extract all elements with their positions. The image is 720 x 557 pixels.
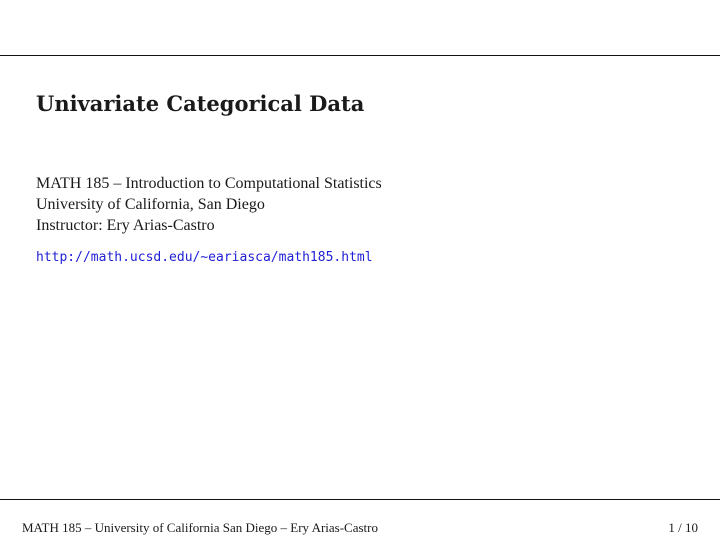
course-name: MATH 185 – Introduction to Computational Statistics [36,175,382,192]
course-info-block [36,173,382,236]
university-name: University of California, San Diego [36,196,265,213]
instructor-name: Instructor: Ery Arias-Castro [36,217,215,234]
footer-text: MATH 185 – University of California San Diego – Ery Arias-Castro [22,520,379,535]
page-number: 1 / 10 [668,520,698,535]
slide-title: Univariate Categorical Data [36,91,365,116]
course-url-link[interactable]: http://math.ucsd.edu/∼eariasca/math185.html [36,250,373,265]
footer-divider [0,499,720,500]
header-divider [0,55,720,56]
